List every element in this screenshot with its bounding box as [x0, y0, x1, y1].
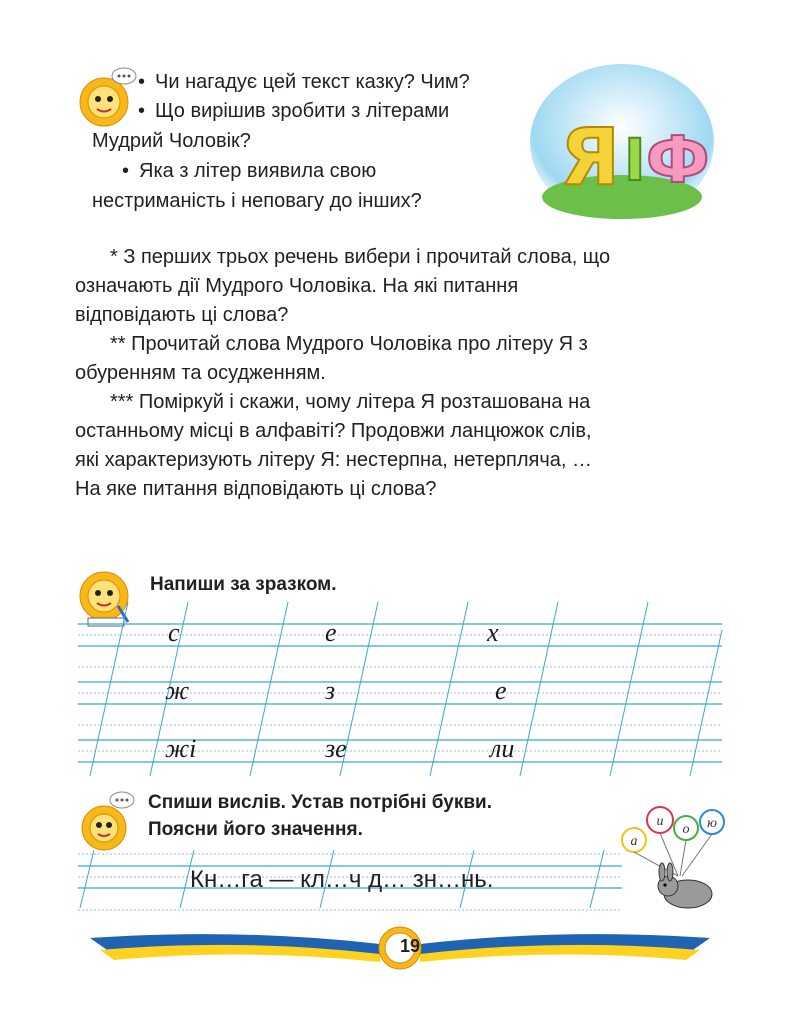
sample-3-2: зе [325, 734, 347, 763]
task1-line1: * З перших трьох речень вибери і прочитай слова, що [110, 246, 611, 268]
question-3-cont: нестриманість і неповагу до інших? [92, 190, 422, 212]
letters-illustration [528, 62, 716, 222]
balloon-y: и [656, 814, 664, 829]
sunflower-thinking-icon [74, 66, 138, 130]
sample-3-3: ли [490, 734, 515, 763]
question-1: • Чи нагадує цей текст казку? Чим? [138, 68, 470, 96]
task3-line3: які характеризують літеру Я: нестерпна, нетерпляча, … [75, 449, 593, 471]
sample-1-2: е [325, 618, 337, 647]
task3-line1: *** Поміркуй і скажи, чому літера Я розташована на [110, 391, 591, 413]
sample-1-1: с [168, 618, 180, 647]
sample-3-1: жі [165, 734, 197, 763]
task1-line2: означають дії Мудрого Чоловіка. На які питання [75, 275, 519, 297]
balloon-o: о [682, 822, 690, 837]
proverb-sentence: Кн…га — кл…ч д… зн…нь. [190, 866, 494, 893]
task2-line1: ** Прочитай слова Мудрого Чоловіка про літеру Я з [110, 333, 588, 355]
question-2: • Що вирішив зробити з літерами [138, 97, 449, 125]
balloons-rabbit-illustration [618, 802, 728, 914]
sample-2-3: е [495, 676, 507, 705]
task1-line3: відповідають ці слова? [75, 304, 289, 326]
letter-i: І [624, 126, 646, 194]
page-number: 19 [399, 936, 421, 956]
exercise1-title: Напиши за зразком. [150, 574, 337, 595]
sample-1-3: х [487, 618, 499, 647]
balloon-a: а [630, 834, 638, 849]
exercise2-title-line2: Поясни його значення. [148, 819, 363, 840]
task2-line2: обуренням та осудженням. [75, 362, 326, 384]
exercise2-title-line1: Спиши вислів. Устав потрібні букви. [148, 792, 492, 813]
sunflower-thinking-icon-2 [74, 790, 138, 854]
task3-line2: останньому місці в алфавіті? Продовжи ланцюжок слів, [75, 420, 592, 442]
sample-2-2: з [325, 676, 336, 705]
letter-f: Ф [646, 124, 710, 198]
letter-ya: Я [560, 113, 621, 203]
question-2-cont: Мудрий Чоловік? [92, 130, 251, 152]
sample-2-1: ж [165, 676, 190, 705]
task3-line4: На яке питання відповідають ці слова? [75, 478, 437, 500]
balloon-yu: ю [707, 816, 717, 831]
question-3: • Яка з літер виявила свою [122, 157, 376, 185]
